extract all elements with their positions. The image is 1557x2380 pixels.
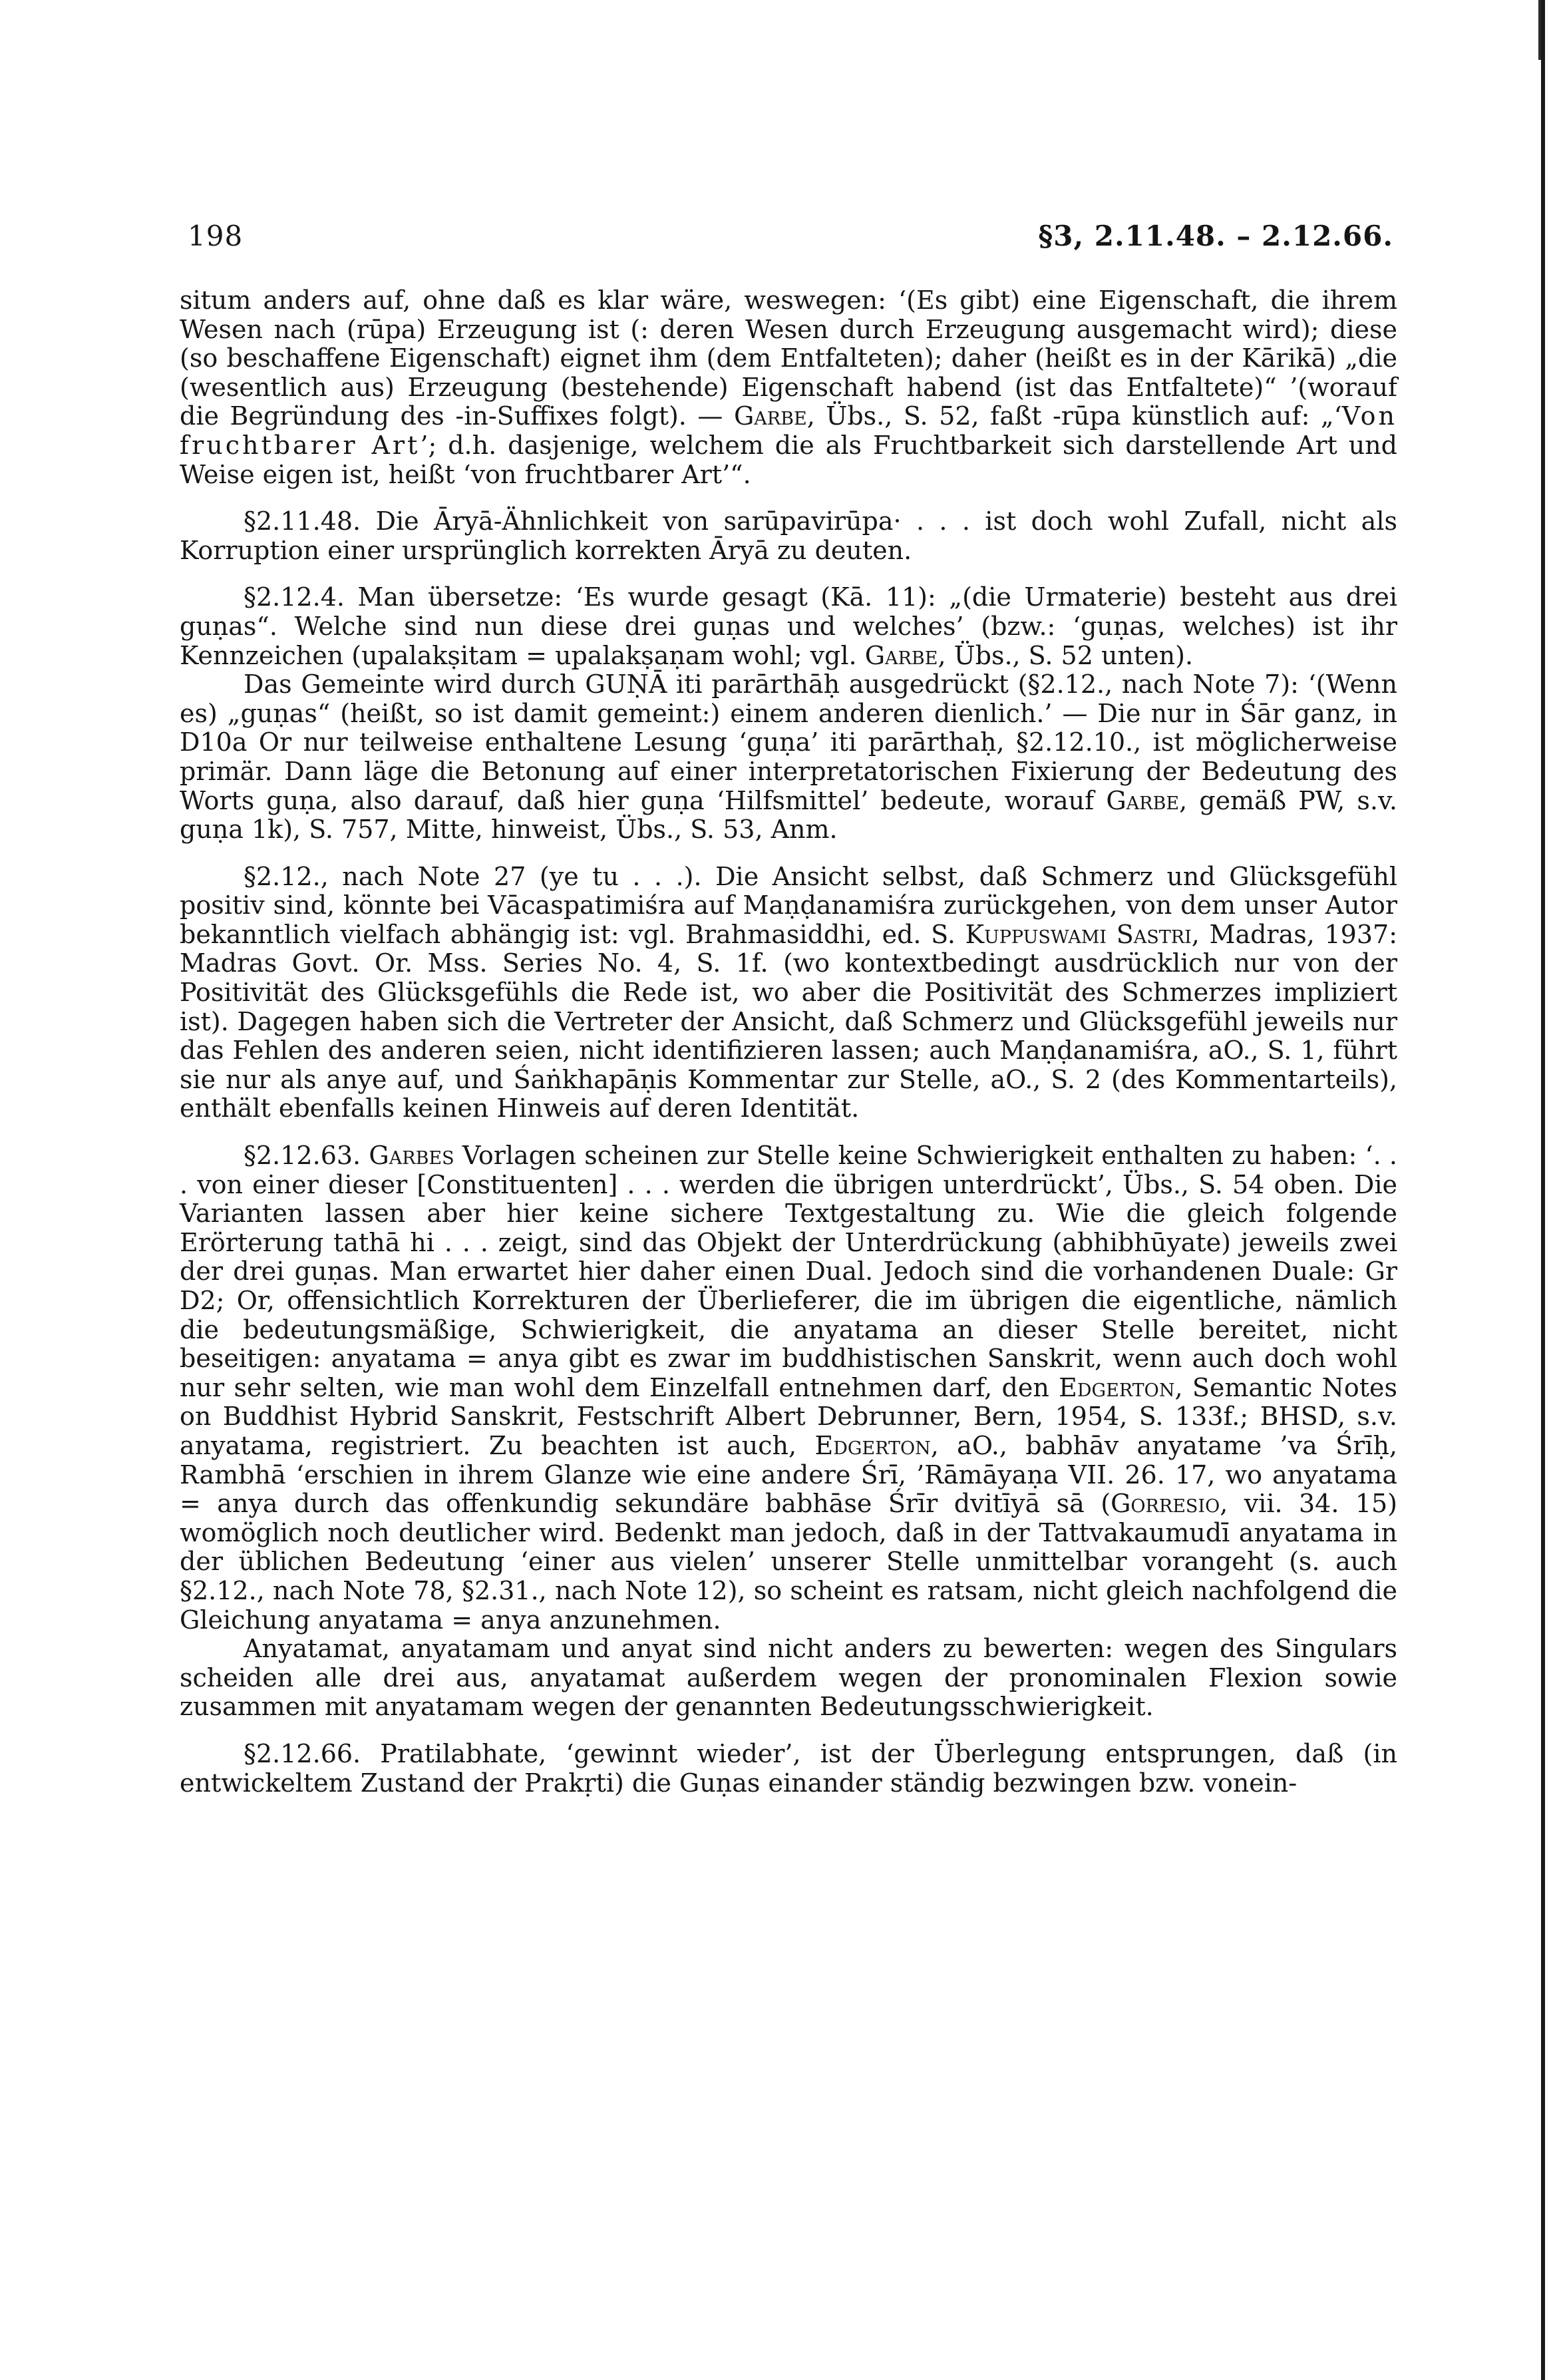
text-run: , aO., babhāv anyatame ’va Śrīḥ, Rambhā ‘erschien in ihrem Glanze wie eine andere Śrī, ’Rāmāyaṇa VII. 26. 17, wo anyatama = anya durch das offenkundig sekundäre babhāse Śrīr dvitīyā sā ( (180, 1430, 1397, 1519)
paragraph (180, 286, 1397, 489)
author-name: Gorresio (1111, 1489, 1220, 1519)
author-name: Garbe (864, 640, 938, 670)
text-run: §2.12.63. (244, 1141, 369, 1171)
paragraph (180, 1635, 1397, 1722)
paragraph (180, 1740, 1397, 1798)
author-name: Edgerton (1059, 1372, 1175, 1402)
paragraph (180, 507, 1397, 565)
text-run: , Madras, 1937: Madras Govt. Or. Mss. Series No. 4, S. 1f. (wo kontextbedingt ausdrücklich nur von der Positivität des Glücksgefühls die Rede ist, wo aber die Positivität des Schmerzes impliziert ist). Dagegen haben sich die Vertreter der Ansicht, daß Schmerz und Glücksgefühl jeweils nur das Fehlen des anderen seien, nicht identifizieren lassen; auch Maṇḍanamiśra, aO., S. 1, führt sie nur als anye auf, und Śaṅkhapāṇis Kommentar zur Stelle, aO., S. 2 (des Kommentarteils), enthält ebenfalls keinen Hinweis auf deren Identität. (180, 919, 1398, 1123)
text-run: situm anders auf, ohne daß es klar wäre, weswegen: ‘(Es gibt) eine Eigenschaft, die ihrem Wesen nach (rūpa) Erzeugung ist (: deren Wesen durch Erzeugung ausgemacht wird); diese (so beschaffene Eigenschaft) eignet ihm (dem Entfalteten); daher (heißt es in der Kārikā) „die (wesentlich aus) Erzeugung (bestehende) Eigenschaft habend (ist das Entfaltete)“ ’(worauf die Begründung des -in-Suffixes folgt). — (180, 286, 1397, 431)
text-run: , vii. 34. 15) womöglich noch deutlicher wird. Bedenkt man jedoch, daß in der Tattvakaumudī anyatama in der üblichen Bedeutung ‘einer aus vielen’ unserer Stelle unmittelbar vorangeht (s. auch §2.12., nach Note 78, §2.31., nach Note 12), so scheint es ratsam, nicht gleich nachfolgend die Gleichung anyatama = anya anzunehmen. (180, 1489, 1398, 1635)
text-run: Anyatamat, anyatamam und anyat sind nicht anders zu bewerten: wegen des Singulars scheiden alle drei aus, anyatamat außerdem wegen der pronominalen Flexion sowie zusammen mit anyatamam wegen der genannten Bedeutungsschwierigkeit. (180, 1634, 1397, 1722)
scan-page-edge (1541, 0, 1545, 2380)
text-run: §2.12.4. Man übersetze: ‘Es wurde gesagt (Kā. 11): „(die Urmaterie) besteht aus drei guṇas“. Welche sind nun diese drei guṇas und welches’ (bzw.: ‘guṇas, welches) ist ihr Kennzeichen (upalakṣitam = upalakṣaṇam wohl; vgl. (180, 582, 1397, 670)
author-name: Kuppuswami Sastri (965, 919, 1192, 949)
section-range: §3, 2.11.48. – 2.12.66. (1038, 220, 1393, 252)
text-run: , Übs., S. 52, faßt -rūpa künstlich auf: „‘ (806, 401, 1342, 431)
author-name: Garbe (1106, 785, 1180, 815)
emphasized-phrase: Von fruchtbarer Art (180, 401, 1397, 460)
text-run: §2.12.66. Pratilabhate, ‘gewinnt wieder’, ist der Überlegung entsprungen, daß (in entwickeltem Zustand der Prakṛti) die Guṇas einander ständig bezwingen bzw. vonein- (180, 1738, 1397, 1798)
paragraph (180, 1141, 1397, 1635)
text-run: , Übs., S. 52 unten). (938, 640, 1194, 670)
author-name: Garbes (369, 1141, 454, 1171)
text-run: Vorlagen scheinen zur Stelle keine Schwierigkeit enthalten zu haben: ‘. . . von einer dieser [Constituenten] . . . werden die übrigen unterdrückt’, Übs., S. 54 oben. Die Varianten lassen aber hier keine sichere Textgestaltung zu. Wie die gleich folgende Erörterung tathā hi . . . zeigt, sind das Objekt der Unterdrückung (abhibhūyate) jeweils zwei der drei guṇas. Man erwartet hier daher einen Dual. Jedoch sind die vorhandenen Duale: Gr D2; Or, offensichtlich Korrekturen der Überlieferer, die im übrigen die eigentliche, nämlich die bedeutungsmäßige, Schwierigkeit, die anyatama an dieser Stelle bereitet, nicht beseitigen: anyatama = anya gibt es zwar im buddhistischen Sanskrit, wenn auch doch wohl nur sehr selten, wie man wohl dem Einzelfall entnehmen darf, den (180, 1141, 1397, 1402)
text-run: §2.12., nach Note 27 (ye tu . . .). Die Ansicht selbst, daß Schmerz und Glücksgefühl positiv sind, könnte bei Vācaspatimiśra auf Maṇḍanamiśra zurückgehen, von dem unser Autor bekanntlich vielfach abhängig ist: vgl. Brahmasiddhi, ed. S. (180, 861, 1397, 949)
paragraph (180, 670, 1397, 845)
paragraph (180, 583, 1397, 670)
text-run: , gemäß PW, s.v. guṇa 1k), S. 757, Mitte, hinweist, Übs., S. 53, Anm. (180, 785, 1397, 845)
page-number: 198 (188, 220, 244, 252)
author-name: Garbe (733, 401, 807, 431)
page-header (188, 220, 1393, 260)
text-run: , Semantic Notes on Buddhist Hybrid Sanskrit, Festschrift Albert Debrunner, Bern, 1954, S. 133f.; BHSD, s.v. anyatama, registriert. Zu beachten ist auch, (180, 1372, 1398, 1460)
body-text (180, 286, 1397, 1798)
author-name: Edgerton (814, 1430, 931, 1460)
text-run: §2.11.48. Die Āryā-Ähnlichkeit von sarūpavirūpa· . . . ist doch wohl Zufall, nicht als Korruption einer ursprünglich korrekten Āryā zu deuten. (180, 506, 1397, 565)
paragraph (180, 863, 1397, 1123)
text-run: ’; d.h. dasjenige, welchem die als Fruchtbarkeit sich darstellende Art und Weise eigen ist, heißt ‘von fruchtbarer Art’“. (180, 430, 1397, 489)
text-run: Das Gemeinte wird durch GUṆĀ iti parārthāḥ ausgedrückt (§2.12., nach Note 7): ‘(Wenn es) „guṇas“ (heißt, so ist damit gemeint:) einem anderen dienlich.’ — Die nur in Śār ganz, in D10a Or nur teilweise enthaltene Lesung ‘guṇa’ iti parārthaḥ, §2.12.10., ist möglicherweise primär. Dann läge die Betonung auf einer interpretatorischen Fixierung der Bedeutung des Worts guṇa, also darauf, daß hier guṇa ‘Hilfsmittel’ bedeute, worauf (180, 670, 1397, 815)
